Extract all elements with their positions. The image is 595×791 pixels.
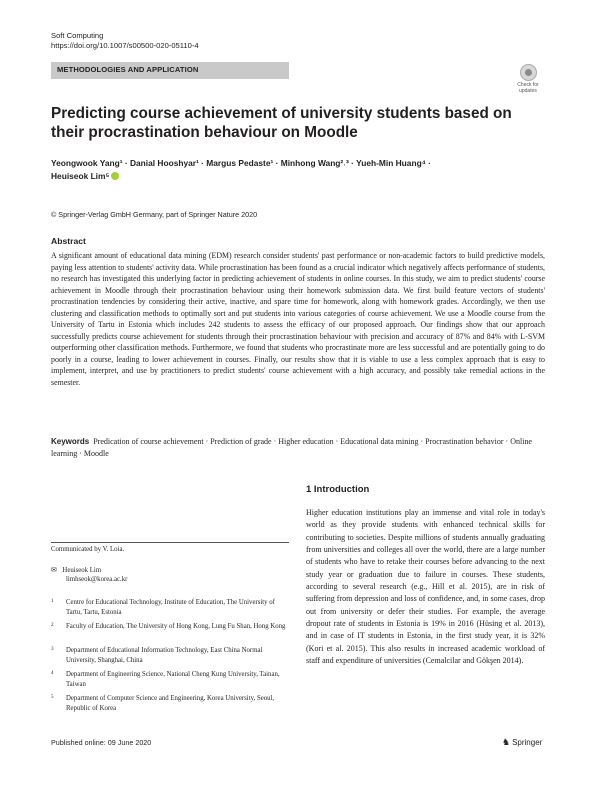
- badge-line2: updates: [519, 87, 537, 94]
- contact-name: Heuiseok Lim: [62, 567, 102, 574]
- affiliation-text: Department of Computer Science and Engineering, Korea University, Seoul, Republic of Korea: [66, 695, 275, 712]
- check-for-updates-badge[interactable]: [513, 64, 543, 97]
- doi-link[interactable]: https://doi.org/10.1007/s00500-020-05110-4: [51, 41, 199, 50]
- affiliation-text: Department of Engineering Science, National Cheng Kung University, Tainan, Taiwan: [66, 671, 280, 688]
- keywords-list: Predication of course achievement · Prediction of grade · Higher education · Educational data mining · Procrastination behavior · Online learning · Moodle: [51, 437, 532, 458]
- affiliation-text: Centre for Educational Technology, Institute of Education, The University of Tartu, Tartu, Estonia: [66, 599, 275, 616]
- authors-line1: Yeongwook Yang¹ · Danial Hooshyar¹ · Margus Pedaste¹ · Minhong Wang²˒³ · Yueh-Min Huang⁴ ·: [51, 158, 431, 168]
- publisher-name: Springer: [512, 738, 543, 747]
- published-date: Published online: 09 June 2020: [51, 738, 152, 747]
- affiliation-number: 5: [51, 695, 54, 700]
- affiliation-text: Department of Educational Information Technology, East China Normal University, Shanghai, China: [66, 647, 263, 664]
- paper-title: Predicting course achievement of university students based on their procrastination behaviour on Moodle: [51, 105, 512, 141]
- journal-name: Soft Computing: [51, 31, 104, 40]
- introduction-text: Higher education institutions play an immense and vital role in today's world as they provide students with enhanced technical skills for contributing to societies. Despite millions of students annually graduating from universities and colleges all over the world, there are a large number of students who have to retake their courses before advancing to the next study year or graduation due to failure in courses. These students, according to several research (e.g., Hill et al. 2015), are in risk of suffering from depression and loss of confidence, and, in some cases, drop out from university or defer their studies. For example, the average dropout rate of students in Estonia is 19% in 2016 (Hüsing et al. 2013), and in case of IT students in Estonia, in the first study year, it is 32% (Kori et al. 2015). This also results in increased academic workload of staff and expenditure of universities (Cemalcilar and Gökşen 2014).: [306, 508, 545, 666]
- affiliation-item: [51, 598, 291, 618]
- affiliation-number: 1: [51, 599, 54, 604]
- orcid-icon[interactable]: [111, 172, 119, 180]
- journal-header: [51, 31, 199, 51]
- communicated-by: Communicated by V. Loia.: [51, 546, 125, 553]
- update-check-icon: [520, 64, 537, 81]
- affiliation-item: [51, 622, 291, 642]
- affiliation-item: [51, 670, 291, 690]
- affiliation-number: 2: [51, 623, 54, 628]
- keywords-section: [51, 436, 545, 459]
- copyright-notice: © Springer-Verlag GmbH Germany, part of Springer Nature 2020: [51, 210, 258, 219]
- affiliation-number: 4: [51, 671, 54, 676]
- author-list: [51, 157, 531, 183]
- introduction-heading: 1 Introduction: [306, 484, 370, 495]
- affiliation-item: [51, 646, 291, 666]
- affiliation-text: Faculty of Education, The University of Hong Kong, Lung Fu Shan, Hong Kong: [66, 623, 286, 630]
- badge-line1: Check for: [517, 82, 539, 88]
- envelope-icon: ✉: [51, 567, 57, 574]
- publisher-logo: [502, 737, 542, 748]
- keywords-heading: Keywords: [51, 437, 90, 446]
- abstract-text: A significant amount of educational data mining (EDM) research consider students' past performance or non-academic factors to build predictive models, paying less attention to students' activity data. While procrastination has been found as a crucial indicator which negatively affects performance of students, no research has investigated this underlying factor in predicting achievement of students in online courses. In this study, we aim to predict students' course achievement in Moodle through their procrastination behaviour using their homework submission data. We first build feature vectors of students' procrastination tendencies by considering their active, inactive, and spare time for homework, along with homework grades. Accordingly, we then use clustering and classification methods to optimally sort and put students into various categories of course achievement. We use a Moodle course from the University of Tartu in Estonia which includes 242 students to assess the efficacy of our proposed approach. Our findings show that our approach successfully predicts course achievement for students through their procrastination behaviour with precision and accuracy of 87% and 84% with L-SVM outperforming other classification methods. Furthermore, we found that students who procrastinate more are less successful and are potentially going to do poorly in a course, leading to lower achievement in courses. Finally, our results show that it is viable to use a less complex approach that is easy to implement, interpret, and use by practitioners to predict students' course achievement with a high accuracy, and possibly take remedial actions in the semester.: [51, 251, 545, 387]
- springer-horse-icon: ♞: [502, 737, 511, 747]
- section-banner: METHODOLOGIES AND APPLICATION: [51, 62, 289, 79]
- footnote-divider: [51, 542, 289, 543]
- authors-line2: Heuiseok Lim⁵: [51, 171, 110, 181]
- affiliation-number: 3: [51, 647, 54, 652]
- affiliation-item: [51, 694, 291, 714]
- corresponding-author: [51, 566, 101, 576]
- contact-email[interactable]: limhseok@korea.ac.kr: [66, 576, 128, 583]
- abstract-heading: Abstract: [51, 236, 86, 246]
